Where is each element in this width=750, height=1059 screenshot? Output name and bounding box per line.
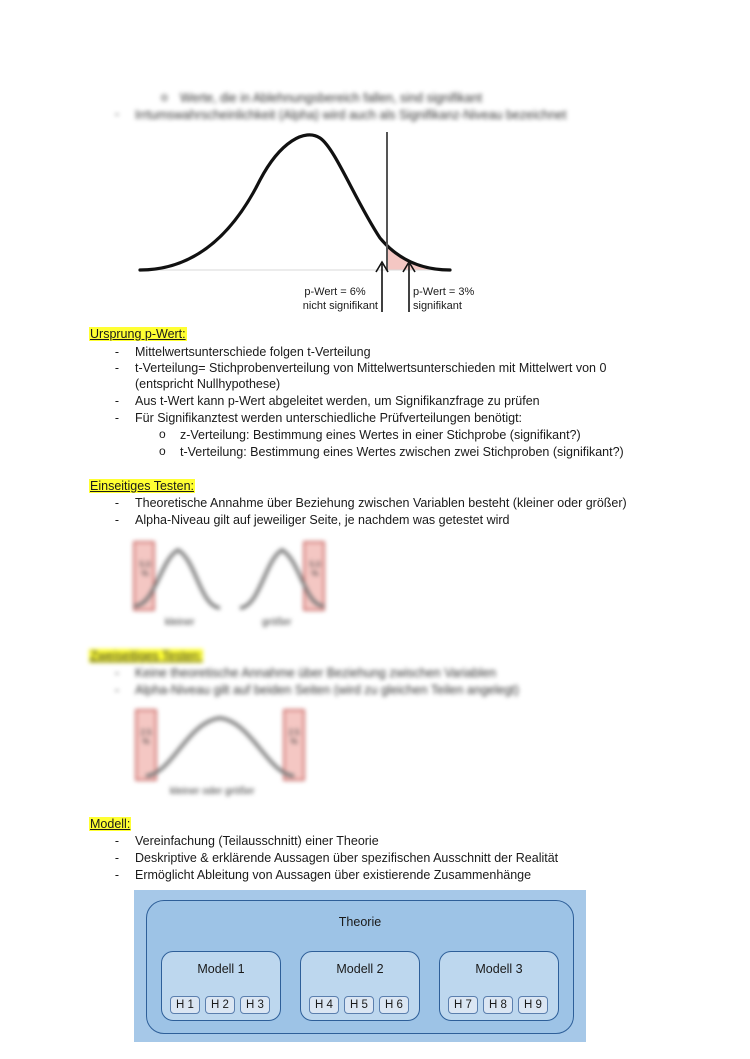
hypothesis-box: H 5 (344, 996, 374, 1014)
pvalue-right-status: signifikant (413, 300, 462, 312)
hypothesis-box: H 1 (170, 996, 200, 1014)
theory-diagram-background (134, 890, 586, 1042)
top-bullet-text: Irrtumswahrscheinlichkeit (Alpha) wird auch als Signifikanz-Niveau bezeichnet (135, 108, 567, 122)
left-alpha-label: 5.0 % (139, 560, 151, 578)
circle-bullet: o (159, 427, 166, 441)
dash-bullet: - (114, 868, 120, 882)
bell-curve (146, 718, 294, 776)
model-title: Modell 1 (197, 962, 245, 976)
two-sided-caption: kleiner oder größer (170, 786, 255, 797)
hypothesis-box: H 4 (309, 996, 339, 1014)
dash-bullet: - (114, 513, 120, 527)
modell-item: Ermöglicht Ableitung von Aussagen über existierende Zusammenhänge (135, 868, 532, 882)
pvalue-left-status: nicht signifikant (302, 300, 378, 312)
hypothesis-box: H 9 (518, 996, 548, 1014)
theory-box (146, 900, 574, 1034)
two-sided-curve (132, 708, 312, 784)
hypothesis-box: H 8 (483, 996, 513, 1014)
model-title: Modell 2 (336, 962, 384, 976)
bell-curve (140, 135, 450, 270)
caption-groesser: größer (262, 617, 292, 628)
ursprung-item: Aus t-Wert kann p-Wert abgeleitet werden, um Signifikanzfrage zu prüfen (135, 394, 540, 408)
ursprung-item: Mittelwertsunterschiede folgen t-Verteilung (135, 345, 371, 359)
dash-bullet: - (114, 666, 120, 680)
pvalue-left-label (296, 285, 374, 299)
modell-item: Vereinfachung (Teilausschnitt) einer Theorie (135, 834, 379, 848)
right-alpha-label: 2.5 % (288, 728, 300, 746)
modell-item: Deskriptive & erklärende Aussagen über spezifischen Ausschnitt der Realität (135, 851, 559, 865)
caption-kleiner: kleiner (165, 617, 195, 628)
top-sub-bullet-text: Werte, die in Ablehnungsbereich fallen, sind signifikant (180, 91, 483, 105)
hypothesis-box: H 7 (448, 996, 478, 1014)
dash-bullet: - (114, 411, 120, 425)
ursprung-sub-item: t-Verteilung: Bestimmung eines Wertes zwischen zwei Stichproben (signifikant?) (180, 445, 624, 459)
dash-bullet: - (114, 361, 120, 375)
section-heading-ursprung: Ursprung p-Wert: (90, 327, 186, 341)
left-alpha-label: 2.5 % (140, 728, 152, 746)
circle-bullet: o (161, 90, 168, 104)
right-alpha-label: 5.0 % (309, 560, 321, 578)
hypothesis-box: H 6 (379, 996, 409, 1014)
hypothesis-box: H 3 (240, 996, 270, 1014)
dash-bullet: - (114, 394, 120, 408)
pvalue-right-value: p-Wert = 3% (413, 286, 475, 298)
one-sided-curves (130, 540, 330, 615)
einseitig-item: Alpha-Niveau gilt auf jeweiliger Seite, je nachdem was getestet wird (135, 513, 510, 527)
dash-bullet: - (114, 851, 120, 865)
dash-bullet: - (114, 496, 120, 510)
ursprung-item: Für Signifikanztest werden unterschiedliche Prüfverteilungen benötigt: (135, 411, 523, 425)
dash-bullet: - (114, 834, 120, 848)
dash-bullet: - (114, 107, 120, 121)
zweiseitig-item: Keine theoretische Annahme über Beziehung zwischen Variablen (135, 666, 497, 680)
ursprung-sub-item: z-Verteilung: Bestimmung eines Wertes in einer Stichprobe (signifikant?) (180, 428, 581, 442)
circle-bullet: o (159, 444, 166, 458)
pvalue-left-value: p-Wert = 6% (304, 286, 366, 298)
section-heading-modell: Modell: (90, 817, 131, 831)
theory-title: Theorie (338, 915, 382, 929)
hypothesis-box: H 2 (205, 996, 235, 1014)
model-box-1 (161, 951, 281, 1021)
section-heading-einseitig: Einseitiges Testen: (90, 479, 194, 493)
dash-bullet: - (114, 345, 120, 359)
section-heading-zweiseitig: Zweiseitiges Testen: (90, 649, 203, 663)
normal-distribution-figure (130, 120, 490, 280)
dash-bullet: - (114, 683, 120, 697)
model-box-2 (300, 951, 420, 1021)
model-title: Modell 3 (475, 962, 523, 976)
ursprung-item-continuation: (entspricht Nullhypothese) (135, 377, 281, 391)
model-box-3 (439, 951, 559, 1021)
ursprung-item: t-Verteilung= Stichprobenverteilung von Mittelwertsunterschieden mit Mittelwert von 0 (135, 361, 607, 375)
einseitig-item: Theoretische Annahme über Beziehung zwischen Variablen besteht (kleiner oder größer) (135, 496, 627, 510)
zweiseitig-item: Alpha-Niveau gilt auf beiden Seiten (wird zu gleichen Teilen angelegt) (135, 683, 520, 697)
